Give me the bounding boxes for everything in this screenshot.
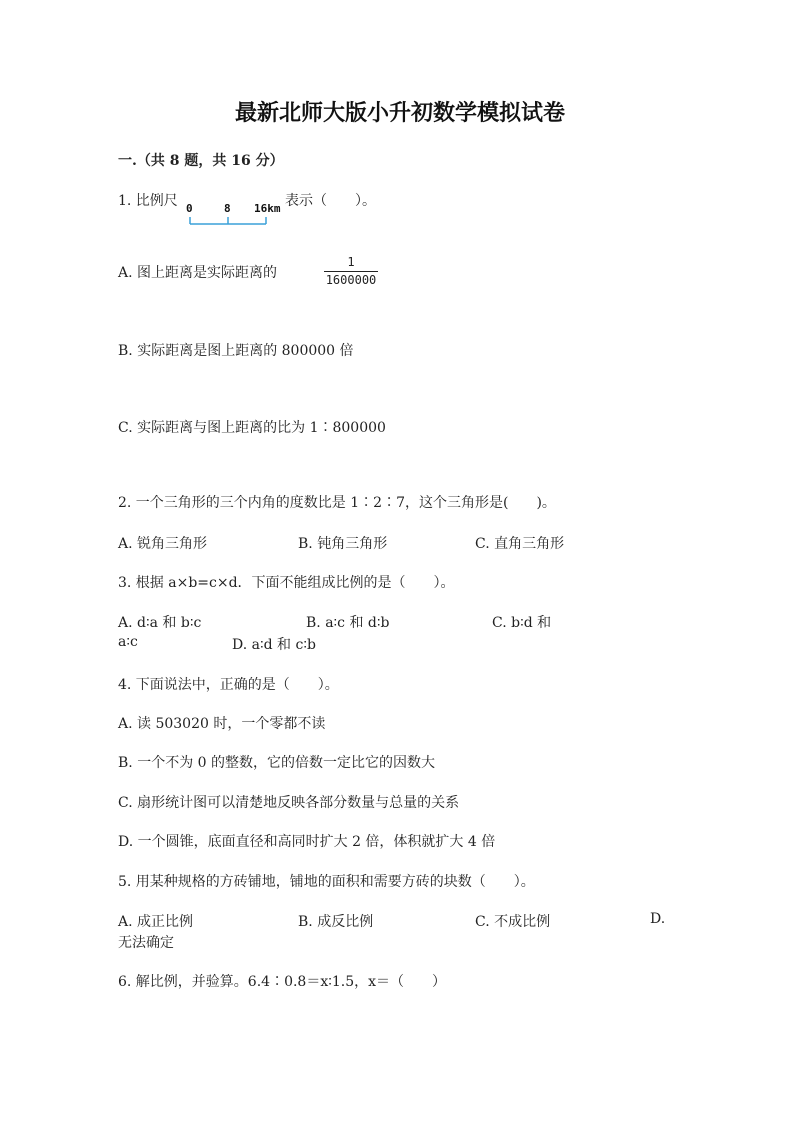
- fraction-bar: [324, 271, 378, 272]
- scale-label-0: 0: [186, 202, 193, 215]
- fraction-numerator: 1: [347, 255, 355, 269]
- q1-suffix: 表示（ ）。: [285, 193, 376, 209]
- scale-label-8: 8: [224, 202, 231, 215]
- section-heading: 一.（共 8 题，共 16 分）: [118, 153, 284, 169]
- q3-option-d: D. a∶d 和 c∶b: [232, 637, 316, 653]
- q2-option-a: A. 锐角三角形: [118, 536, 208, 552]
- q5-option-d: D.: [650, 911, 666, 927]
- q3-option-a: A. d∶a 和 b∶c: [118, 615, 202, 631]
- q4-option-a: A. 读 503020 时，一个零都不读: [118, 716, 326, 732]
- q2-option-b: B. 钝角三角形: [298, 536, 388, 552]
- q5-option-b: B. 成反比例: [298, 914, 374, 930]
- q2-option-c: C. 直角三角形: [475, 536, 565, 552]
- q4-option-d: D. 一个圆锥，底面直径和高同时扩大 2 倍，体积就扩大 4 倍: [118, 834, 496, 850]
- scale-bar-figure: [186, 202, 286, 226]
- q1-prefix: 1. 比例尺: [118, 193, 178, 209]
- q3-stem: 3. 根据 a×b=c×d．下面不能组成比例的是（ ）。: [118, 575, 455, 591]
- q3-option-b: B. a∶c 和 d∶b: [306, 615, 390, 631]
- q3-option-c-cont: a∶c: [118, 634, 138, 650]
- q5-option-d-cont: 无法确定: [118, 935, 174, 951]
- q1-fraction: [324, 255, 378, 288]
- scale-label-16km: 16km: [254, 202, 281, 215]
- scale-bar-line: [186, 202, 286, 226]
- q4-option-c: C. 扇形统计图可以清楚地反映各部分数量与总量的关系: [118, 795, 460, 811]
- q4-option-b: B. 一个不为 0 的整数，它的倍数一定比它的因数大: [118, 755, 435, 771]
- q1-option-b: B. 实际距离是图上距离的 800000 倍: [118, 343, 354, 359]
- q1-option-c: C. 实际距离与图上距离的比为 1∶800000: [118, 420, 386, 436]
- q2-stem: 2. 一个三角形的三个内角的度数比是 1∶2∶7，这个三角形是( )。: [118, 495, 556, 511]
- q5-option-a: A. 成正比例: [118, 914, 194, 930]
- q4-stem: 4. 下面说法中，正确的是（ ）。: [118, 677, 339, 693]
- q6-stem: 6. 解比例，并验算。6.4∶0.8＝x∶1.5，x＝（ ）: [118, 974, 447, 990]
- q1-option-a: A. 图上距离是实际距离的: [118, 265, 278, 281]
- q3-option-c: C. b∶d 和: [492, 615, 552, 631]
- fraction-denominator: 1600000: [325, 273, 377, 287]
- q5-stem: 5. 用某种规格的方砖铺地，铺地的面积和需要方砖的块数（ ）。: [118, 874, 535, 890]
- q5-option-c: C. 不成比例: [475, 914, 551, 930]
- page-title: 最新北师大版小升初数学模拟试卷: [234, 101, 565, 126]
